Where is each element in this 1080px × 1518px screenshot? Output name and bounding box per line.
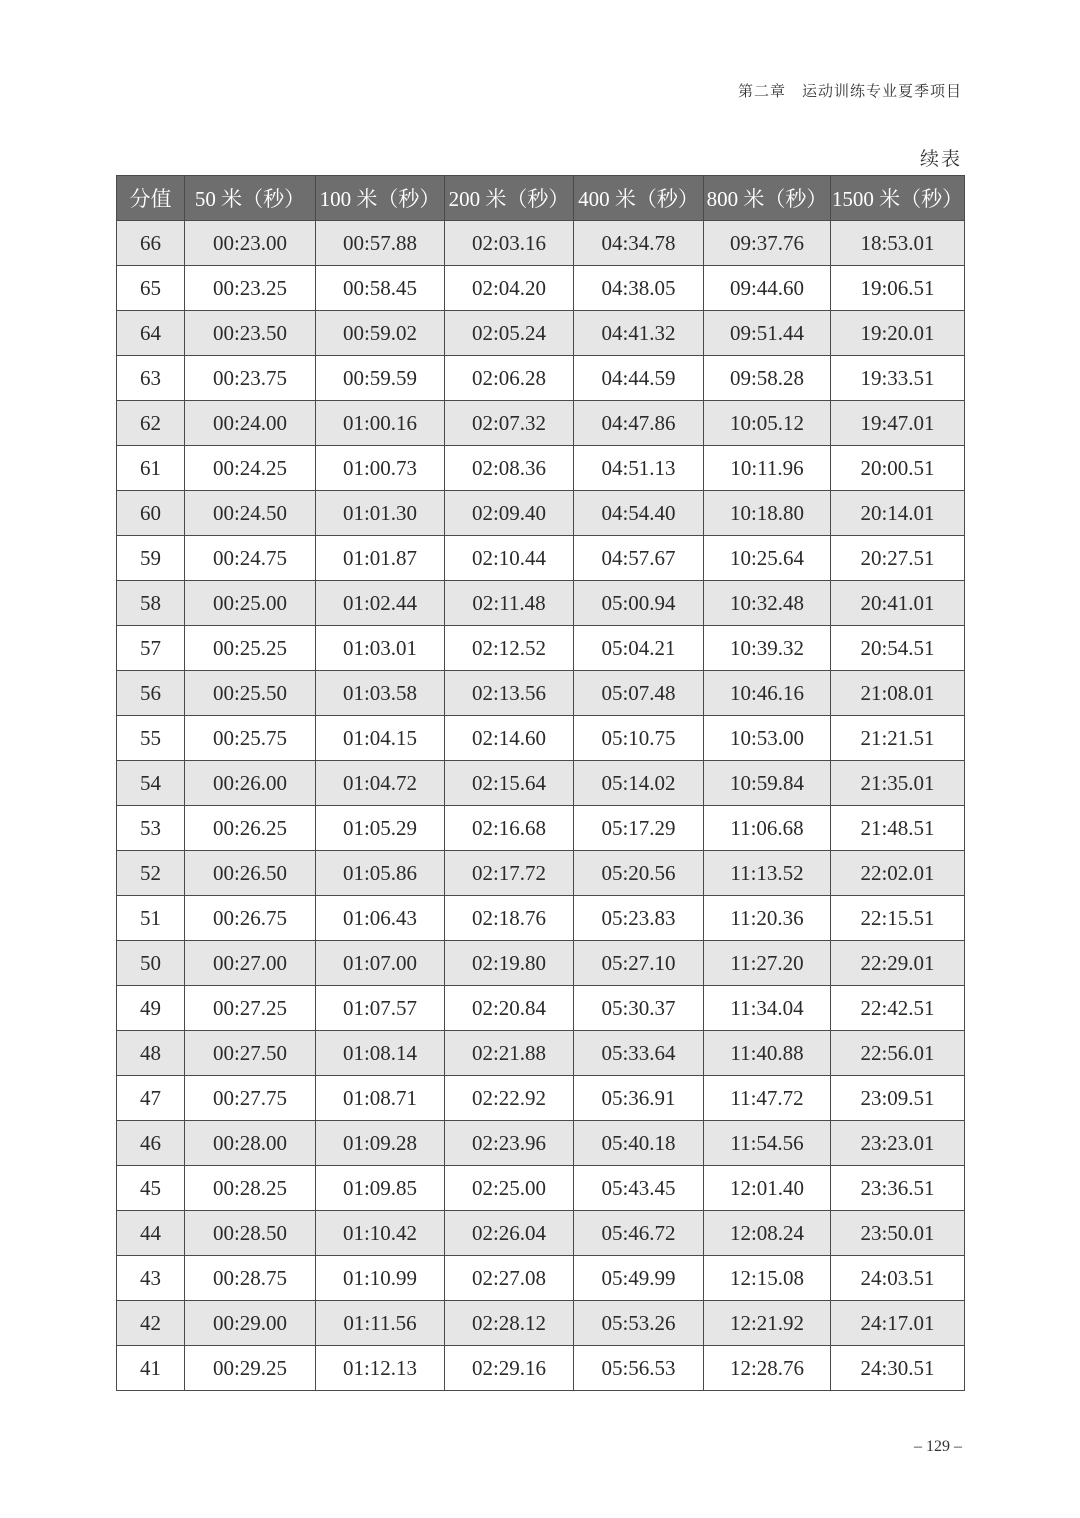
time-cell: 00:28.25 [185,1166,316,1211]
time-cell: 11:54.56 [704,1121,831,1166]
table-row [117,761,965,806]
time-cell: 00:25.75 [185,716,316,761]
time-cell: 05:14.02 [574,761,704,806]
time-cell: 00:28.75 [185,1256,316,1301]
time-cell: 02:20.84 [445,986,574,1031]
time-cell: 02:25.00 [445,1166,574,1211]
score-cell: 58 [117,581,185,626]
time-cell: 05:33.64 [574,1031,704,1076]
column-header: 800 米（秒） [704,176,831,221]
score-cell: 47 [117,1076,185,1121]
time-cell: 00:23.50 [185,311,316,356]
time-cell: 19:20.01 [831,311,965,356]
time-cell: 05:27.10 [574,941,704,986]
time-cell: 01:10.42 [316,1211,445,1256]
time-cell: 02:03.16 [445,221,574,266]
time-cell: 09:51.44 [704,311,831,356]
time-cell: 01:00.16 [316,401,445,446]
time-cell: 02:28.12 [445,1301,574,1346]
time-cell: 04:41.32 [574,311,704,356]
time-cell: 00:26.75 [185,896,316,941]
time-cell: 18:53.01 [831,221,965,266]
time-cell: 01:05.29 [316,806,445,851]
time-cell: 05:30.37 [574,986,704,1031]
time-cell: 02:04.20 [445,266,574,311]
time-cell: 20:00.51 [831,446,965,491]
score-cell: 44 [117,1211,185,1256]
time-cell: 02:15.64 [445,761,574,806]
table-row [117,1301,965,1346]
table-row [117,401,965,446]
time-cell: 09:58.28 [704,356,831,401]
table-row [117,491,965,536]
time-cell: 02:07.32 [445,401,574,446]
time-cell: 02:29.16 [445,1346,574,1391]
time-cell: 01:06.43 [316,896,445,941]
time-cell: 01:07.00 [316,941,445,986]
score-cell: 49 [117,986,185,1031]
table-row [117,356,965,401]
time-cell: 21:48.51 [831,806,965,851]
score-cell: 62 [117,401,185,446]
time-cell: 05:20.56 [574,851,704,896]
time-cell: 10:32.48 [704,581,831,626]
time-cell: 23:36.51 [831,1166,965,1211]
time-cell: 12:01.40 [704,1166,831,1211]
time-cell: 01:10.99 [316,1256,445,1301]
time-cell: 01:11.56 [316,1301,445,1346]
table-row [117,806,965,851]
table-row [117,446,965,491]
score-cell: 63 [117,356,185,401]
time-cell: 05:10.75 [574,716,704,761]
time-cell: 01:03.01 [316,626,445,671]
table-row [117,1346,965,1391]
time-cell: 19:06.51 [831,266,965,311]
time-cell: 00:27.75 [185,1076,316,1121]
time-cell: 05:36.91 [574,1076,704,1121]
time-cell: 01:00.73 [316,446,445,491]
table-row [117,1121,965,1166]
time-cell: 12:08.24 [704,1211,831,1256]
time-cell: 00:23.25 [185,266,316,311]
time-cell: 00:23.75 [185,356,316,401]
time-cell: 11:34.04 [704,986,831,1031]
time-cell: 24:03.51 [831,1256,965,1301]
table-row [117,626,965,671]
time-cell: 00:58.45 [316,266,445,311]
time-cell: 22:02.01 [831,851,965,896]
time-cell: 02:16.68 [445,806,574,851]
time-cell: 00:27.50 [185,1031,316,1076]
score-cell: 51 [117,896,185,941]
time-cell: 00:26.00 [185,761,316,806]
time-cell: 01:05.86 [316,851,445,896]
score-table [116,175,965,1391]
time-cell: 11:06.68 [704,806,831,851]
time-cell: 02:06.28 [445,356,574,401]
column-header: 50 米（秒） [185,176,316,221]
table-row [117,1211,965,1256]
score-cell: 54 [117,761,185,806]
time-cell: 05:46.72 [574,1211,704,1256]
column-header: 1500 米（秒） [831,176,965,221]
time-cell: 00:29.00 [185,1301,316,1346]
column-header: 200 米（秒） [445,176,574,221]
time-cell: 01:01.87 [316,536,445,581]
time-cell: 10:59.84 [704,761,831,806]
time-cell: 00:23.00 [185,221,316,266]
table-row [117,671,965,716]
time-cell: 05:40.18 [574,1121,704,1166]
table-row [117,1031,965,1076]
table-row [117,1076,965,1121]
time-cell: 05:43.45 [574,1166,704,1211]
time-cell: 02:21.88 [445,1031,574,1076]
time-cell: 02:12.52 [445,626,574,671]
score-cell: 64 [117,311,185,356]
time-cell: 05:23.83 [574,896,704,941]
time-cell: 20:54.51 [831,626,965,671]
time-cell: 10:46.16 [704,671,831,716]
time-cell: 02:27.08 [445,1256,574,1301]
column-header: 400 米（秒） [574,176,704,221]
time-cell: 01:09.85 [316,1166,445,1211]
time-cell: 10:18.80 [704,491,831,536]
time-cell: 01:08.14 [316,1031,445,1076]
table-row [117,986,965,1031]
time-cell: 01:08.71 [316,1076,445,1121]
time-cell: 02:18.76 [445,896,574,941]
time-cell: 09:44.60 [704,266,831,311]
time-cell: 00:24.50 [185,491,316,536]
time-cell: 02:10.44 [445,536,574,581]
time-cell: 22:42.51 [831,986,965,1031]
time-cell: 02:23.96 [445,1121,574,1166]
time-cell: 00:28.00 [185,1121,316,1166]
score-cell: 45 [117,1166,185,1211]
time-cell: 02:11.48 [445,581,574,626]
time-cell: 05:49.99 [574,1256,704,1301]
table-row [117,311,965,356]
time-cell: 19:47.01 [831,401,965,446]
time-cell: 10:53.00 [704,716,831,761]
score-cell: 52 [117,851,185,896]
score-cell: 43 [117,1256,185,1301]
time-cell: 00:24.00 [185,401,316,446]
time-cell: 00:29.25 [185,1346,316,1391]
time-cell: 02:26.04 [445,1211,574,1256]
score-cell: 56 [117,671,185,716]
time-cell: 00:59.02 [316,311,445,356]
time-cell: 00:26.25 [185,806,316,851]
time-cell: 04:51.13 [574,446,704,491]
time-cell: 01:09.28 [316,1121,445,1166]
time-cell: 23:09.51 [831,1076,965,1121]
time-cell: 00:26.50 [185,851,316,896]
time-cell: 24:30.51 [831,1346,965,1391]
time-cell: 09:37.76 [704,221,831,266]
time-cell: 02:08.36 [445,446,574,491]
time-cell: 20:27.51 [831,536,965,581]
score-cell: 57 [117,626,185,671]
table-row [117,221,965,266]
time-cell: 00:28.50 [185,1211,316,1256]
time-cell: 22:56.01 [831,1031,965,1076]
time-cell: 02:05.24 [445,311,574,356]
score-cell: 59 [117,536,185,581]
time-cell: 11:20.36 [704,896,831,941]
time-cell: 21:08.01 [831,671,965,716]
time-cell: 05:00.94 [574,581,704,626]
time-cell: 19:33.51 [831,356,965,401]
score-cell: 50 [117,941,185,986]
time-cell: 11:40.88 [704,1031,831,1076]
time-cell: 12:21.92 [704,1301,831,1346]
time-cell: 21:35.01 [831,761,965,806]
time-cell: 01:07.57 [316,986,445,1031]
time-cell: 10:39.32 [704,626,831,671]
table-row [117,941,965,986]
time-cell: 04:44.59 [574,356,704,401]
time-cell: 11:13.52 [704,851,831,896]
running-head: 第二章 运动训练专业夏季项目 [737,84,962,100]
time-cell: 22:15.51 [831,896,965,941]
table-row [117,716,965,761]
time-cell: 21:21.51 [831,716,965,761]
score-cell: 55 [117,716,185,761]
time-cell: 01:04.15 [316,716,445,761]
score-cell: 53 [117,806,185,851]
table-body [117,221,965,1391]
time-cell: 23:50.01 [831,1211,965,1256]
table-row [117,536,965,581]
time-cell: 04:34.78 [574,221,704,266]
time-cell: 10:11.96 [704,446,831,491]
time-cell: 04:54.40 [574,491,704,536]
time-cell: 00:27.00 [185,941,316,986]
time-cell: 05:56.53 [574,1346,704,1391]
time-cell: 10:05.12 [704,401,831,446]
time-cell: 00:59.59 [316,356,445,401]
table-row [117,581,965,626]
time-cell: 01:02.44 [316,581,445,626]
time-cell: 11:47.72 [704,1076,831,1121]
continued-label: 续表 [919,149,962,170]
page-number: – 129 – [914,1438,962,1455]
time-cell: 05:07.48 [574,671,704,716]
time-cell: 01:12.13 [316,1346,445,1391]
table-row [117,1256,965,1301]
time-cell: 02:17.72 [445,851,574,896]
time-cell: 01:01.30 [316,491,445,536]
time-cell: 00:57.88 [316,221,445,266]
time-cell: 10:25.64 [704,536,831,581]
score-cell: 48 [117,1031,185,1076]
time-cell: 00:24.25 [185,446,316,491]
time-cell: 05:04.21 [574,626,704,671]
time-cell: 02:09.40 [445,491,574,536]
time-cell: 05:17.29 [574,806,704,851]
time-cell: 01:03.58 [316,671,445,716]
score-cell: 60 [117,491,185,536]
column-header: 100 米（秒） [316,176,445,221]
time-cell: 00:24.75 [185,536,316,581]
time-cell: 00:25.00 [185,581,316,626]
table-row [117,896,965,941]
time-cell: 04:47.86 [574,401,704,446]
time-cell: 02:19.80 [445,941,574,986]
column-header: 分值 [117,176,185,221]
time-cell: 04:57.67 [574,536,704,581]
time-cell: 04:38.05 [574,266,704,311]
table-header-row [117,176,965,221]
time-cell: 02:14.60 [445,716,574,761]
time-cell: 12:28.76 [704,1346,831,1391]
time-cell: 02:22.92 [445,1076,574,1121]
score-cell: 41 [117,1346,185,1391]
time-cell: 05:53.26 [574,1301,704,1346]
time-cell: 20:14.01 [831,491,965,536]
time-cell: 23:23.01 [831,1121,965,1166]
score-cell: 42 [117,1301,185,1346]
time-cell: 24:17.01 [831,1301,965,1346]
score-cell: 66 [117,221,185,266]
time-cell: 22:29.01 [831,941,965,986]
time-cell: 00:27.25 [185,986,316,1031]
time-cell: 02:13.56 [445,671,574,716]
table-row [117,851,965,896]
time-cell: 01:04.72 [316,761,445,806]
time-cell: 00:25.50 [185,671,316,716]
table-row [117,266,965,311]
time-cell: 11:27.20 [704,941,831,986]
score-cell: 65 [117,266,185,311]
time-cell: 20:41.01 [831,581,965,626]
table-row [117,1166,965,1211]
score-cell: 61 [117,446,185,491]
time-cell: 00:25.25 [185,626,316,671]
time-cell: 12:15.08 [704,1256,831,1301]
score-cell: 46 [117,1121,185,1166]
